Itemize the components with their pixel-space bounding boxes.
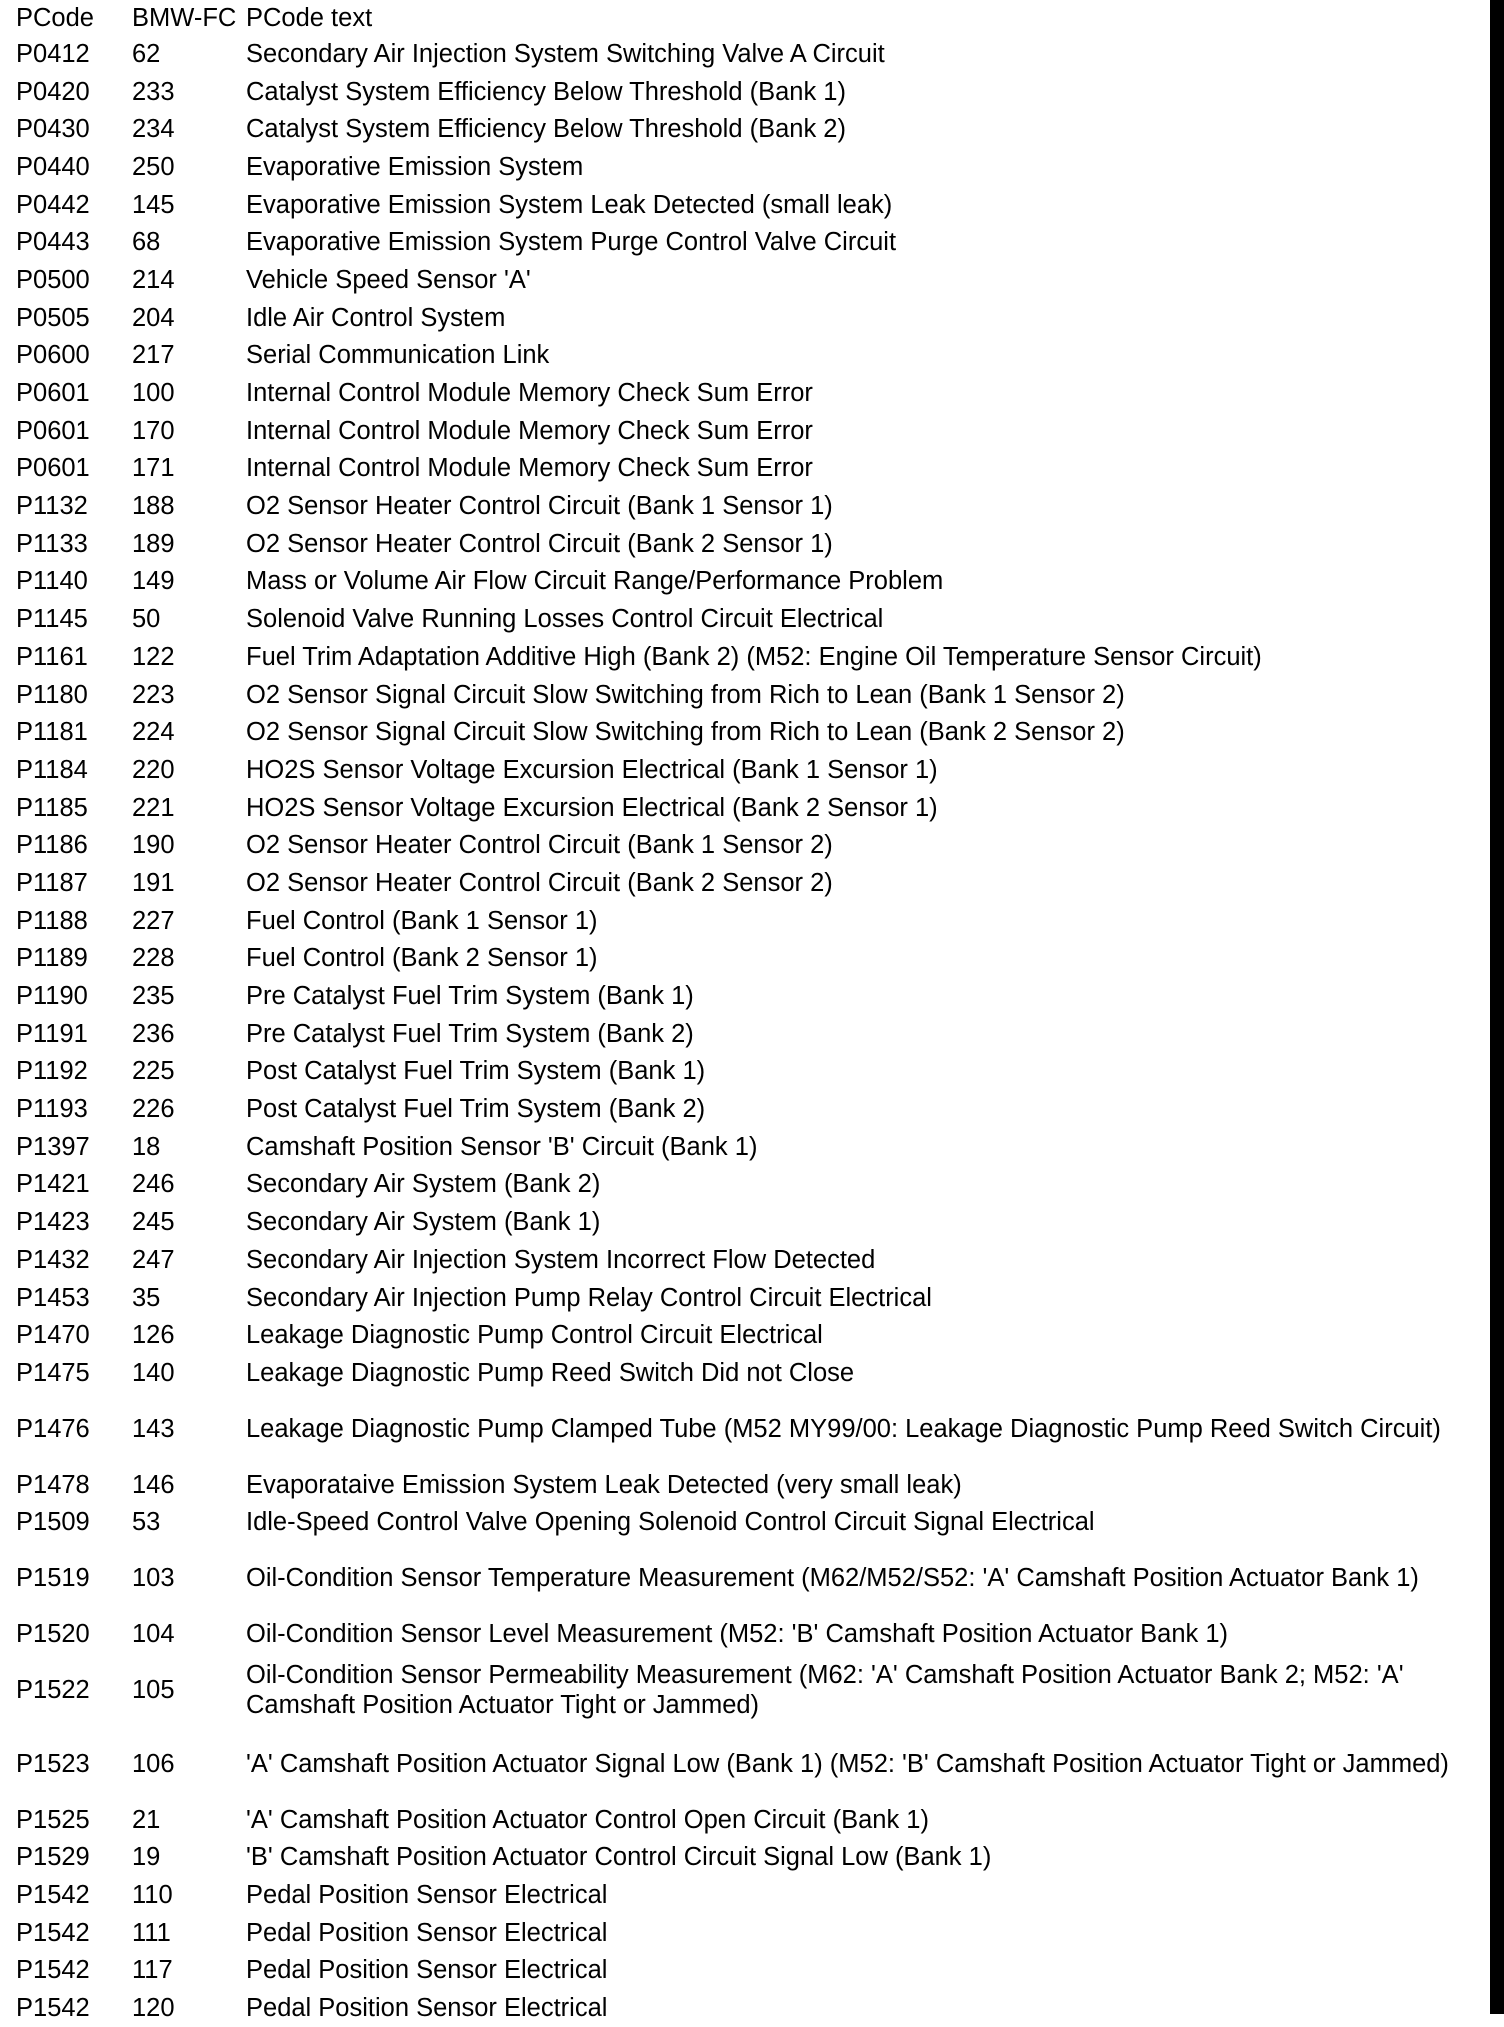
- pcode-cell: P1133: [16, 529, 88, 558]
- pcode-text-cell: Leakage Diagnostic Pump Clamped Tube (M52 MY99/00: Leakage Diagnostic Pump Reed Switch Circuit): [246, 1414, 1441, 1443]
- table-row: [16, 186, 1476, 224]
- pcode-cell: P1453: [16, 1283, 90, 1312]
- bmw-fc-cell: 220: [132, 755, 175, 784]
- table-row: [16, 1503, 1476, 1541]
- page-edge-bar: [1490, 0, 1504, 2014]
- bmw-fc-cell: 217: [132, 341, 175, 370]
- pcode-cell: P1542: [16, 1881, 90, 1910]
- pcode-text-cell: Catalyst System Efficiency Below Threshold (Bank 1): [246, 77, 846, 106]
- table-row: [16, 1279, 1476, 1317]
- bmw-fc-cell: 189: [132, 529, 175, 558]
- bmw-fc-cell: 235: [132, 982, 175, 1011]
- pcode-cell: P1190: [16, 982, 88, 1011]
- table-row: [16, 1203, 1476, 1241]
- pcode-text-cell: Pedal Position Sensor Electrical: [246, 1918, 608, 1947]
- table-row: [16, 1392, 1476, 1466]
- pcode-cell: P1187: [16, 868, 88, 897]
- table-row: [16, 826, 1476, 864]
- pcode-text-cell: Solenoid Valve Running Losses Control Circuit Electrical: [246, 605, 884, 634]
- table-row: [16, 1839, 1476, 1877]
- bmw-fc-cell: 19: [132, 1843, 161, 1872]
- pcode-text-cell: Internal Control Module Memory Check Sum Error: [246, 379, 813, 408]
- pcode-text-cell: Serial Communication Link: [246, 341, 550, 370]
- table-row: [16, 1015, 1476, 1053]
- pcode-cell: P1529: [16, 1843, 90, 1872]
- table-row: [16, 638, 1476, 676]
- pcode-cell: P1520: [16, 1619, 90, 1648]
- table-row: [16, 1166, 1476, 1204]
- table-row: [16, 1241, 1476, 1279]
- pcode-text-cell: 'A' Camshaft Position Actuator Control Open Circuit (Bank 1): [246, 1805, 929, 1834]
- bmw-fc-cell: 143: [132, 1414, 175, 1443]
- table-row: [16, 940, 1476, 978]
- bmw-fc-cell: 170: [132, 416, 175, 445]
- pcode-text-cell: Secondary Air System (Bank 1): [246, 1208, 601, 1237]
- table-row: [16, 1090, 1476, 1128]
- pcode-text-cell: O2 Sensor Heater Control Circuit (Bank 2 Sensor 2): [246, 868, 833, 897]
- table-row: [16, 1653, 1476, 1727]
- pcode-text-cell: Oil-Condition Sensor Temperature Measurement (M62/M52/S52: 'A' Camshaft Position Actuator Bank 1): [246, 1564, 1419, 1593]
- pcode-text-cell: O2 Sensor Heater Control Circuit (Bank 1 Sensor 2): [246, 831, 833, 860]
- bmw-fc-cell: 21: [132, 1805, 161, 1834]
- pcode-text-cell: O2 Sensor Heater Control Circuit (Bank 2 Sensor 1): [246, 529, 833, 558]
- pcode-cell: P0420: [16, 77, 90, 106]
- pcode-cell: P1189: [16, 944, 88, 973]
- pcode-text-cell: Post Catalyst Fuel Trim System (Bank 1): [246, 1057, 706, 1086]
- table-row: [16, 1128, 1476, 1166]
- pcode-cell: P1421: [16, 1170, 90, 1199]
- table-row: [16, 676, 1476, 714]
- table-row: [16, 563, 1476, 601]
- bmw-fc-cell: 204: [132, 303, 175, 332]
- pcode-text-cell: Vehicle Speed Sensor 'A': [246, 265, 531, 294]
- bmw-fc-cell: 111: [132, 1918, 171, 1947]
- pcode-cell: P1180: [16, 680, 88, 709]
- pcode-cell: P0443: [16, 228, 90, 257]
- bmw-fc-cell: 145: [132, 190, 175, 219]
- bmw-fc-cell: 236: [132, 1019, 175, 1048]
- pcode-cell: P1523: [16, 1749, 90, 1778]
- pcode-text-cell: HO2S Sensor Voltage Excursion Electrical (Bank 2 Sensor 1): [246, 793, 938, 822]
- pcode-cell: P1192: [16, 1057, 88, 1086]
- table-row: [16, 299, 1476, 337]
- bmw-fc-cell: 104: [132, 1619, 175, 1648]
- pcode-text-cell: Secondary Air System (Bank 2): [246, 1170, 601, 1199]
- pcode-cell: P1423: [16, 1208, 90, 1237]
- bmw-fc-cell: 228: [132, 944, 175, 973]
- bmw-fc-cell: 191: [132, 868, 175, 897]
- pcode-cell: P0505: [16, 303, 90, 332]
- pcode-cell: P0600: [16, 341, 90, 370]
- bmw-fc-cell: 250: [132, 152, 175, 181]
- pcode-cell: P0500: [16, 265, 90, 294]
- bmw-fc-cell: 224: [132, 718, 175, 747]
- table-row: [16, 261, 1476, 299]
- pcode-cell: P0601: [16, 454, 90, 483]
- pcode-cell: P1188: [16, 906, 88, 935]
- column-header-pcode: PCode: [16, 4, 94, 32]
- table-row: [16, 1914, 1476, 1952]
- bmw-fc-cell: 110: [132, 1881, 173, 1910]
- bmw-fc-cell: 226: [132, 1095, 175, 1124]
- bmw-fc-cell: 35: [132, 1283, 161, 1312]
- pcode-text-cell: Leakage Diagnostic Pump Control Circuit Electrical: [246, 1321, 823, 1350]
- bmw-fc-cell: 126: [132, 1321, 175, 1350]
- bmw-fc-cell: 53: [132, 1508, 161, 1537]
- pcode-text-cell: Pedal Position Sensor Electrical: [246, 1881, 608, 1910]
- pcode-text-cell: Fuel Control (Bank 2 Sensor 1): [246, 944, 598, 973]
- bmw-fc-cell: 68: [132, 228, 161, 257]
- pcode-text-cell: Oil-Condition Sensor Permeability Measurement (M62: 'A' Camshaft Position Actuator Bank 2; M52: 'A' Camshaft Position Actuator Tight or Jammed): [246, 1660, 1404, 1719]
- table-row: [16, 1541, 1476, 1615]
- pcode-cell: P1476: [16, 1414, 90, 1443]
- bmw-fc-cell: 103: [132, 1564, 175, 1593]
- pcode-text-cell: Fuel Control (Bank 1 Sensor 1): [246, 906, 598, 935]
- column-header-pcode-text: PCode text: [246, 4, 373, 32]
- table-row: [16, 1354, 1476, 1392]
- pcode-cell: P1161: [16, 642, 88, 671]
- pcode-cell: P1181: [16, 718, 88, 747]
- table-row: [16, 1876, 1476, 1914]
- bmw-fc-cell: 50: [132, 605, 161, 634]
- pcode-text-cell: Post Catalyst Fuel Trim System (Bank 2): [246, 1095, 706, 1124]
- pcode-text-cell: Idle Air Control System: [246, 303, 506, 332]
- pcode-cell: P1193: [16, 1095, 88, 1124]
- table-row: [16, 713, 1476, 751]
- pcode-text-cell: Pedal Position Sensor Electrical: [246, 1994, 608, 2023]
- table-row: [16, 864, 1476, 902]
- pcode-cell: P1191: [16, 1019, 88, 1048]
- table-row: [16, 1727, 1476, 1801]
- pcode-cell: P1542: [16, 1918, 90, 1947]
- table-row: [16, 223, 1476, 261]
- pcode-cell: P1542: [16, 1994, 90, 2023]
- table-row: [16, 525, 1476, 563]
- table-row: [16, 789, 1476, 827]
- pcode-cell: P0440: [16, 152, 90, 181]
- pcode-text-cell: Internal Control Module Memory Check Sum Error: [246, 416, 813, 445]
- pcode-text-cell: Evaporative Emission System Purge Control Valve Circuit: [246, 228, 897, 257]
- pcode-cell: P1509: [16, 1508, 90, 1537]
- pcode-cell: P0442: [16, 190, 90, 219]
- pcode-text-cell: Evaporataive Emission System Leak Detected (very small leak): [246, 1470, 962, 1499]
- pcode-text-cell: Oil-Condition Sensor Level Measurement (M52: 'B' Camshaft Position Actuator Bank 1): [246, 1619, 1229, 1648]
- table-body: [16, 35, 1476, 2027]
- pcode-cell: P1185: [16, 793, 88, 822]
- bmw-fc-cell: 117: [132, 1956, 173, 1985]
- pcode-text-cell: Evaporative Emission System Leak Detected (small leak): [246, 190, 893, 219]
- table-row: [16, 1801, 1476, 1839]
- pcode-text-cell: Secondary Air Injection Pump Relay Control Circuit Electrical: [246, 1283, 932, 1312]
- bmw-fc-cell: 106: [132, 1749, 175, 1778]
- table-row: [16, 1989, 1476, 2027]
- pcode-cell: P1397: [16, 1132, 90, 1161]
- bmw-fc-cell: 190: [132, 831, 175, 860]
- bmw-fc-cell: 188: [132, 492, 175, 521]
- pcode-cell: P0601: [16, 379, 90, 408]
- bmw-fc-cell: 245: [132, 1208, 175, 1237]
- table-row: [16, 110, 1476, 148]
- pcode-text-cell: O2 Sensor Heater Control Circuit (Bank 1 Sensor 1): [246, 492, 833, 521]
- bmw-fc-cell: 223: [132, 680, 175, 709]
- bmw-fc-cell: 233: [132, 77, 175, 106]
- pcode-text-cell: 'B' Camshaft Position Actuator Control Circuit Signal Low (Bank 1): [246, 1843, 992, 1872]
- bmw-fc-cell: 234: [132, 115, 175, 144]
- pcode-text-cell: Secondary Air Injection System Incorrect Flow Detected: [246, 1245, 876, 1274]
- table-row: [16, 977, 1476, 1015]
- bmw-fc-cell: 120: [132, 1994, 175, 2023]
- table-row: [16, 73, 1476, 111]
- pcode-cell: P1184: [16, 755, 88, 784]
- bmw-fc-cell: 100: [132, 379, 175, 408]
- bmw-fc-cell: 171: [132, 454, 175, 483]
- pcode-cell: P0412: [16, 39, 90, 68]
- pcode-cell: P1432: [16, 1245, 90, 1274]
- pcode-text-cell: O2 Sensor Signal Circuit Slow Switching from Rich to Lean (Bank 1 Sensor 2): [246, 680, 1125, 709]
- bmw-fc-cell: 149: [132, 567, 175, 596]
- table-row: [16, 600, 1476, 638]
- pcode-cell: P0601: [16, 416, 90, 445]
- pcode-text-cell: Idle-Speed Control Valve Opening Solenoid Control Circuit Signal Electrical: [246, 1508, 1095, 1537]
- table-row: [16, 1615, 1476, 1653]
- bmw-fc-cell: 18: [132, 1132, 161, 1161]
- table-row: [16, 148, 1476, 186]
- pcode-text-cell: O2 Sensor Signal Circuit Slow Switching from Rich to Lean (Bank 2 Sensor 2): [246, 718, 1125, 747]
- bmw-fc-cell: 227: [132, 906, 175, 935]
- pcode-text-cell: Camshaft Position Sensor 'B' Circuit (Bank 1): [246, 1132, 758, 1161]
- table-row: [16, 751, 1476, 789]
- table-row: [16, 1316, 1476, 1354]
- table-row: [16, 35, 1476, 73]
- pcode-cell: P1132: [16, 492, 88, 521]
- pcode-cell: P1145: [16, 605, 88, 634]
- pcode-cell: P1140: [16, 567, 88, 596]
- pcode-text-cell: Pre Catalyst Fuel Trim System (Bank 1): [246, 982, 694, 1011]
- pcode-text-cell: Evaporative Emission System: [246, 152, 584, 181]
- pcode-text-cell: Fuel Trim Adaptation Additive High (Bank 2) (M52: Engine Oil Temperature Sensor Circuit): [246, 642, 1262, 671]
- table-row: [16, 1053, 1476, 1091]
- bmw-fc-cell: 247: [132, 1245, 175, 1274]
- pcode-text-cell: Catalyst System Efficiency Below Threshold (Bank 2): [246, 115, 846, 144]
- bmw-fc-cell: 146: [132, 1470, 175, 1499]
- pcode-text-cell: HO2S Sensor Voltage Excursion Electrical (Bank 1 Sensor 1): [246, 755, 938, 784]
- bmw-fc-cell: 140: [132, 1358, 175, 1387]
- pcode-cell: P1542: [16, 1956, 90, 1985]
- pcode-cell: P1186: [16, 831, 88, 860]
- table-row: [16, 337, 1476, 375]
- pcode-cell: P1522: [16, 1675, 90, 1704]
- pcode-text-cell: 'A' Camshaft Position Actuator Signal Low (Bank 1) (M52: 'B' Camshaft Position Actuator Tight or Jammed): [246, 1749, 1449, 1778]
- pcode-text-cell: Mass or Volume Air Flow Circuit Range/Performance Problem: [246, 567, 944, 596]
- pcode-text-cell: Internal Control Module Memory Check Sum Error: [246, 454, 813, 483]
- bmw-fc-cell: 225: [132, 1057, 175, 1086]
- pcode-cell: P1470: [16, 1321, 90, 1350]
- bmw-fc-cell: 105: [132, 1675, 175, 1704]
- pcode-table: [16, 3, 1476, 2027]
- bmw-fc-cell: 62: [132, 39, 161, 68]
- header-row: [16, 3, 1476, 35]
- pcode-cell: P0430: [16, 115, 90, 144]
- bmw-fc-cell: 122: [132, 642, 175, 671]
- bmw-fc-cell: 221: [132, 793, 175, 822]
- pcode-text-cell: Leakage Diagnostic Pump Reed Switch Did not Close: [246, 1358, 855, 1387]
- pcode-cell: P1478: [16, 1470, 90, 1499]
- bmw-fc-cell: 214: [132, 265, 175, 294]
- table-row: [16, 902, 1476, 940]
- column-header-bmw-fc: BMW-FC: [132, 4, 237, 32]
- bmw-fc-cell: 246: [132, 1170, 175, 1199]
- table-row: [16, 487, 1476, 525]
- table-row: [16, 412, 1476, 450]
- table-row: [16, 1952, 1476, 1990]
- table-row: [16, 450, 1476, 488]
- table-row: [16, 374, 1476, 412]
- pcode-cell: P1475: [16, 1358, 90, 1387]
- pcode-cell: P1525: [16, 1805, 90, 1834]
- pcode-text-cell: Pre Catalyst Fuel Trim System (Bank 2): [246, 1019, 694, 1048]
- pcode-text-cell: Secondary Air Injection System Switching Valve A Circuit: [246, 39, 885, 68]
- pcode-cell: P1519: [16, 1564, 90, 1593]
- pcode-text-cell: Pedal Position Sensor Electrical: [246, 1956, 608, 1985]
- table-row: [16, 1466, 1476, 1504]
- table-header: [16, 3, 1476, 35]
